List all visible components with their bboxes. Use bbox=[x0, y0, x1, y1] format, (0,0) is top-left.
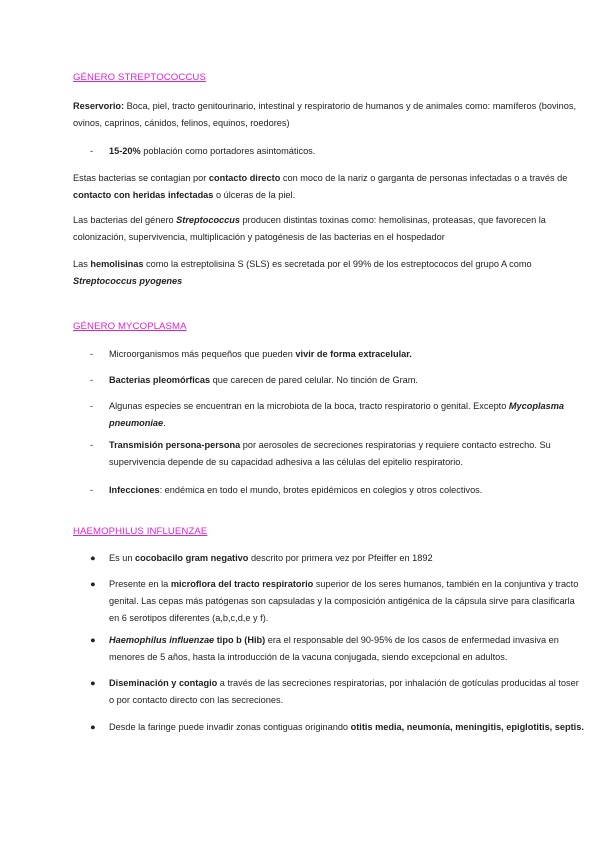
list-item-text: que carecen de pared celular. No tinción de Gram. bbox=[210, 375, 418, 385]
round-bullet-icon: ● bbox=[90, 553, 96, 563]
round-bullet-icon: ● bbox=[90, 678, 96, 688]
round-bullet-icon: ● bbox=[90, 722, 96, 732]
section-heading-haemophilus: HAEMOPHILUS INFLUENZAE bbox=[73, 526, 208, 537]
reservorio-paragraph bbox=[73, 98, 585, 132]
list-item-bold: tipo b (Hib) bbox=[214, 635, 266, 645]
contagio-text: Estas bacterias se contagian por bbox=[73, 173, 209, 183]
list-item-bold: otitis media, neumonía, meningitis, epiglotitis, septis. bbox=[350, 722, 584, 732]
species-name: Streptococcus pyogenes bbox=[73, 276, 183, 286]
list-item-text: : endémica en todo el mundo, brotes epidémicos en colegios y otros colectivos. bbox=[159, 485, 483, 495]
dash-bullet-icon: - bbox=[90, 146, 94, 156]
list-item-text: Algunas especies se encuentran en la microbiota de la boca, tracto respiratorio o genital. Excepto bbox=[109, 401, 509, 411]
reservorio-label: Reservorio: bbox=[73, 101, 125, 111]
list-item-text: Microorganismos más pequeños que pueden bbox=[109, 349, 296, 359]
round-bullet-icon: ● bbox=[90, 635, 96, 645]
dash-bullet-icon: - bbox=[90, 401, 94, 411]
reservorio-text: Boca, piel, tracto genitourinario, intestinal y respiratorio de humanos y de animales como: mamíferos (bovinos, ovinos, caprinos, cánidos, felinos, equinos, roedores) bbox=[73, 101, 576, 128]
toxinas-text: Las bacterias del género bbox=[73, 215, 177, 225]
list-item-text: superior de los seres humanos, también en la conjuntiva y tracto genital. Las cepas más patógenas son capsuladas y la composición antigénica de la cápsula sirve para clasificarla en 6 serotipos diferentes (a,b,c,d,e y f). bbox=[109, 579, 579, 623]
list-item-text: descrito por primera vez por Pfeiffer en 1892 bbox=[248, 553, 433, 563]
list-item-bold: Transmisión persona-persona bbox=[109, 440, 241, 450]
round-bullet-icon: ● bbox=[90, 579, 96, 589]
dash-bullet-icon: - bbox=[90, 349, 94, 359]
percentage-bold: 15-20% bbox=[109, 146, 141, 156]
toxinas-paragraph bbox=[73, 212, 585, 246]
section-heading-streptococcus: GÉNERO STREPTOCOCCUS bbox=[73, 72, 206, 83]
genus-name: Streptococcus bbox=[176, 215, 240, 225]
list-item-bold: Bacterias pleomórficas bbox=[109, 375, 211, 385]
contagio-text: con moco de la nariz o garganta de personas infectadas o a través de bbox=[280, 173, 568, 183]
hemolisinas-paragraph bbox=[73, 256, 585, 290]
hemolisinas-bold: hemolisinas bbox=[90, 259, 144, 269]
species-name: Haemophilus influenzae bbox=[109, 635, 215, 645]
toxinas-text: producen distintas toxinas como: hemolisinas, proteasas, que favorecen la colonización, supervivencia, multiplicación y patogénesis de las bacterias en el hospedador bbox=[73, 215, 546, 242]
list-item-text: Es un bbox=[109, 553, 136, 563]
hemolisinas-text: como la estreptolisina S (SLS) es secretada por el 99% de los estreptococos del grupo A como bbox=[143, 259, 532, 269]
list-item-bold: vivir de forma extracelular. bbox=[295, 349, 412, 359]
list-item-text: Desde la faringe puede invadir zonas contiguas originando bbox=[109, 722, 351, 732]
contagio-bold: contacto con heridas infectadas bbox=[73, 190, 214, 200]
list-item-bold: microflora del tracto respiratorio bbox=[170, 579, 314, 589]
list-item-text: a través de las secreciones respiratorias, por inhalación de gotículas producidas al toser o por contacto directo con las secreciones. bbox=[109, 678, 579, 705]
dash-bullet-icon: - bbox=[90, 375, 94, 385]
list-item-text: por aerosoles de secreciones respiratorias y requiere contacto estrecho. Su supervivencia depende de su capacidad adhesiva a las células del epitelio respiratorio. bbox=[109, 440, 551, 467]
hemolisinas-text: Las bbox=[73, 259, 91, 269]
percentage-text: población como portadores asintomáticos. bbox=[140, 146, 316, 156]
section-heading-mycoplasma: GÉNERO MYCOPLASMA bbox=[73, 321, 187, 332]
dash-bullet-icon: - bbox=[90, 440, 94, 450]
list-item-text: . bbox=[163, 418, 166, 428]
dash-bullet-icon: - bbox=[90, 485, 94, 495]
list-item-bold: Infecciones bbox=[109, 485, 160, 495]
contagio-paragraph bbox=[73, 170, 585, 204]
list-item-text: Presente en la bbox=[109, 579, 171, 589]
species-name: Mycoplasma pneumoniae bbox=[109, 401, 565, 428]
list-item-bold: cocobacilo gram negativo bbox=[135, 553, 249, 563]
list-item-bold: Diseminación y contagio bbox=[109, 678, 218, 688]
list-item-text: era el responsable del 90-95% de los casos de enfermedad invasiva en menores de 5 años, hasta la introducción de la vacuna conjugada, siendo excepcional en adultos. bbox=[109, 635, 559, 662]
contagio-bold: contacto directo bbox=[208, 173, 281, 183]
contagio-text: o úlceras de la piel. bbox=[213, 190, 296, 200]
